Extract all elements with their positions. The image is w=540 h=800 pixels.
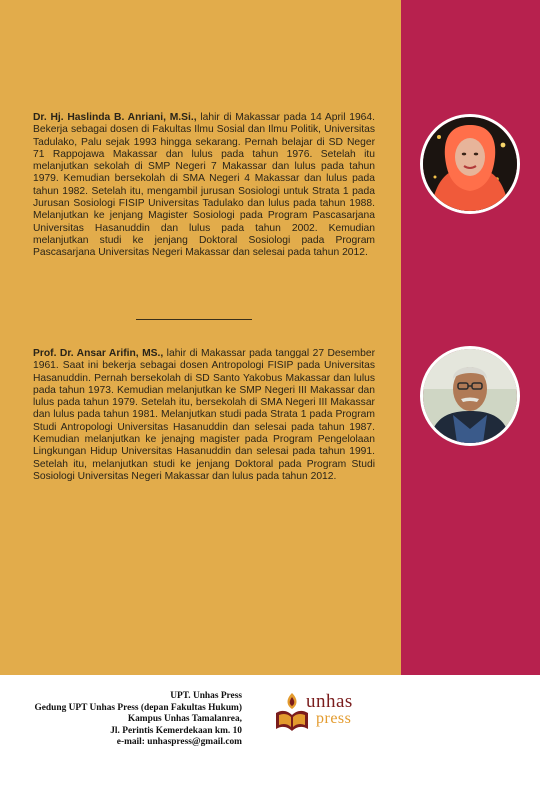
section-divider — [136, 319, 252, 320]
portrait-woman-icon — [423, 117, 517, 211]
crimson-panel — [401, 0, 540, 675]
author-name-2: Prof. Dr. Ansar Arifin, MS., — [33, 348, 164, 359]
author-name-1: Dr. Hj. Haslinda B. Anriani, M.Si., — [33, 112, 197, 123]
publisher-campus: Kampus Unhas Tamalanrea, — [127, 714, 242, 725]
publisher-name: UPT. Unhas Press — [170, 691, 242, 701]
publisher-building: Gedung UPT Unhas Press (depan Fakultas Hukum) — [34, 702, 242, 713]
author-photo-2 — [420, 346, 520, 446]
author-photo-1 — [420, 114, 520, 214]
author-bio-2 — [33, 348, 375, 483]
publisher-address — [34, 691, 242, 749]
publisher-footer — [0, 675, 540, 800]
author-bio-text-1: lahir di Makassar pada 14 April 1964. Bekerja sebagai dosen di Fakultas Ilmu Sosial dan Ilmu Politik, Universitas Tadulako, Palu sejak 1993 hingga sekarang. Pernah belajar di SD Neger 71 Rappojawa Makassar dan lulus pada tahun 1976. Setelah itu melanjutkan sekolah di SMP Negeri 7 Makassar dan lulus pada tahun 1979. Kemudian bersekolah di SMA Negeri 4 Makassar dan lulus pada tahun 1982. Setelah itu, mengambil jurusan Sosiologi untuk Strata 1 pada Jurusan Sosiologi FISIP Universitas Tadulako dan lulus pada tahun 1988. Melanjutkan ke jenjang Magister Sosiologi pada Program Pascasarjana Universitas Hasanuddin dan lulus pada tahun 2002. Kemudian melanjutkan studi ke jenjang Doktoral Sosiologi pada Program Pascasarjana Universitas Negeri Makassar dan selesai pada tahun 2012. — [33, 112, 375, 259]
unhas-press-logo — [272, 689, 382, 749]
publisher-email: e-mail: unhaspress@gmail.com — [116, 737, 242, 748]
portrait-man-icon — [423, 349, 517, 443]
logo-word-press: press — [316, 710, 352, 727]
author-bio-1 — [33, 112, 375, 260]
publisher-street: Jl. Perintis Kemerdekaan km. 10 — [110, 725, 242, 736]
author-bio-text-2: lahir di Makassar pada tanggal 27 Desember 1961. Saat ini bekerja sebagai dosen Antropologi FISIP pada Universitas Hasanuddin. Pernah bersekolah di SD Santo Yakobus Makassar dan lulus pada tahun 1973. Kemudian melanjutkan ke SMP Negeri III Makassar dan lulus pada tahun 1979. Setelah itu, bersekolah di SMA Negeri III Makassar dan lulus pada tahun 1981. Melanjutkan studi pada Strata 1 pada Program Studi Antropologi Universitas Hasanuddin dan selesai pada tahun 1987. Kemudian melanjutkan ke jenajng magister pada Program Pengelolaan Lingkungan Hidup Universitas Hasanuddin dan selesai pada tahun 1991. Setelah itu, melanjutkan studi ke jenjang Doktoral pada Program Studi Sosiologi Universitas Negeri Makassar dan lulus pada tahun 2012. — [33, 348, 375, 482]
logo-word-unhas: unhas — [306, 691, 353, 712]
